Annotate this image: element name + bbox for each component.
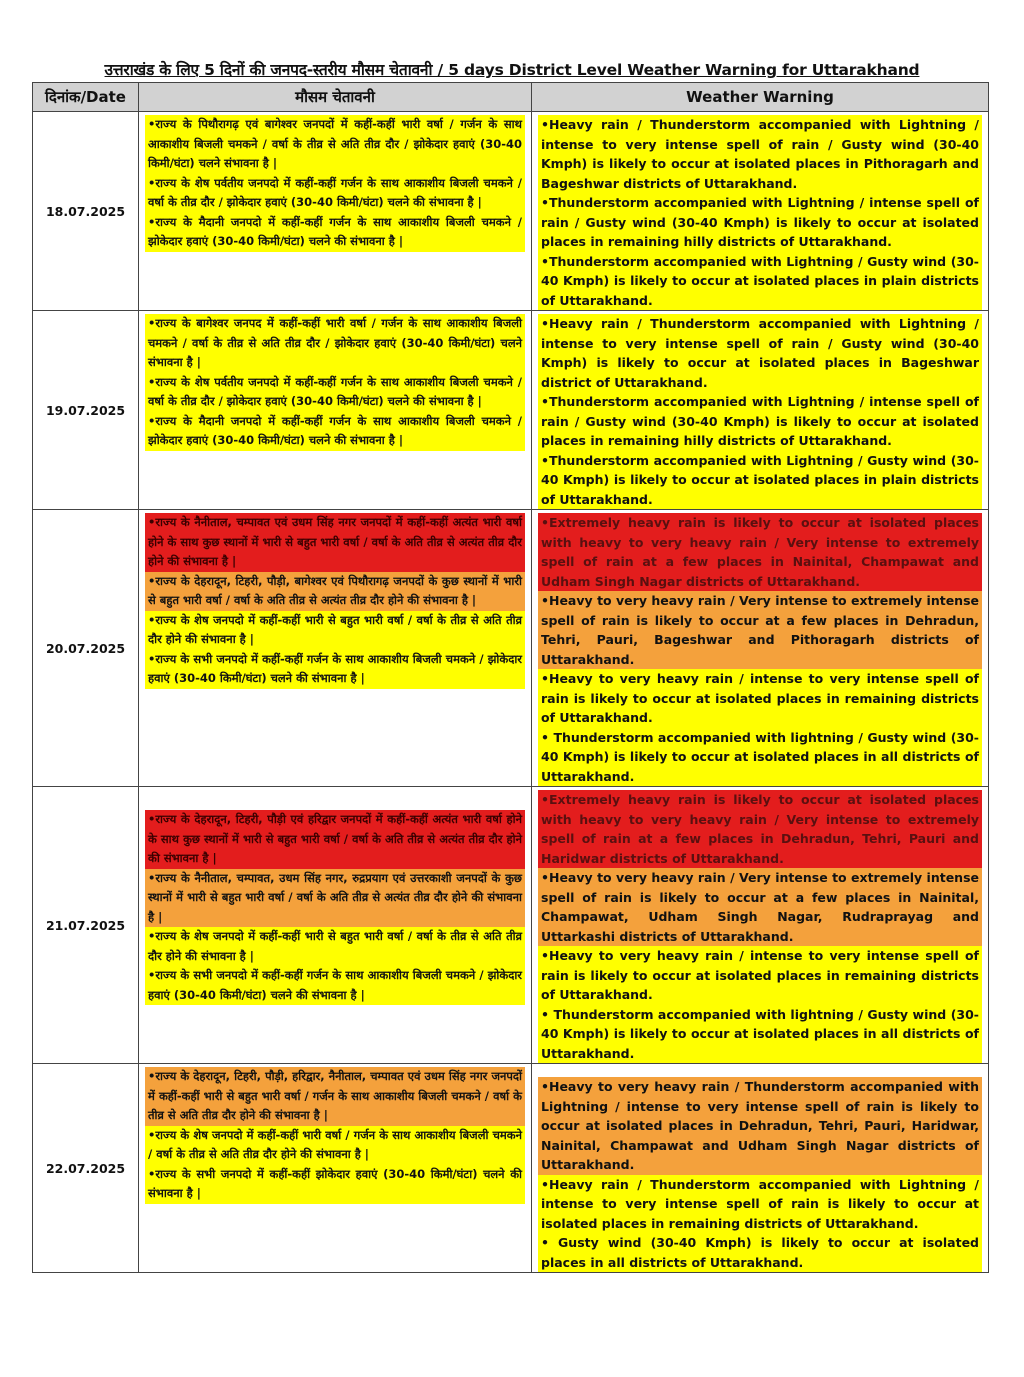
orange-alert-item: •Heavy to very heavy rain / Thunderstorm accompanied with Lightning / intense to very intense spell of rain is likely to occur at isolated places in Dehradun, Tehri, Pauri, Haridwar, Nainital, Champawat and Udham Singh Nagar districts of Uttarakhand. bbox=[538, 1077, 982, 1175]
table-header-row bbox=[33, 83, 989, 112]
warning-item: •राज्य के शेष जनपदो में कहीं-कहीं भारी से बहुत भारी वर्षा / वर्षा के तीव्र से अति तीव्र दौर होने की संभावना है | bbox=[145, 927, 525, 966]
header-hindi-warning: मौसम चेतावनी bbox=[139, 83, 532, 112]
warning-item: •Heavy rain / Thunderstorm accompanied with Lightning / intense to very intense spell of rain / Gusty wind (30-40 Kmph) is likely to occur at isolated places in Pithoragarh and Bageshwar districts of Uttarakhand. bbox=[538, 115, 982, 193]
orange-alert-item: •Heavy to very heavy rain / Very intense to extremely intense spell of rain is likely to occur at a few places in Dehradun, Tehri, Pauri, Bageshwar and Pithoragarh districts of Uttarakhand. bbox=[538, 591, 982, 669]
table-row bbox=[33, 311, 989, 510]
warning-item: • Thunderstorm accompanied with lightning / Gusty wind (30-40 Kmph) is likely to occur at isolated places in all districts of Uttarakhand. bbox=[538, 1005, 982, 1064]
red-alert-item: •राज्य के देहरादून, टिहरी, पौड़ी एवं हरिद्वार जनपदों में कहीं-कहीं अत्यंत भारी वर्षा होने के साथ कुछ स्थानों में भारी से बहुत भारी वर्षा / वर्षा के अति तीव्र से अत्यंत तीव्र दौर होने की संभावना है | bbox=[145, 810, 525, 869]
warning-item: •राज्य के सभी जनपदो में कहीं-कहीं झोकेदार हवाएं (30-40 किमी/घंटा) चलने की संभावना है | bbox=[145, 1165, 525, 1204]
orange-alert-item: •राज्य के नैनीताल, चम्पावत, उधम सिंह नगर, रुद्रप्रयाग एवं उत्तरकाशी जनपदों के कुछ स्थानों में भारी से बहुत भारी वर्षा / वर्षा के अति तीव्र से अत्यंत तीव्र दौर होने की संभावना है | bbox=[145, 869, 525, 928]
warning-item: •Heavy rain / Thunderstorm accompanied with Lightning / intense to very intense spell of rain / Gusty wind (30-40 Kmph) is likely to occur at isolated places in Bageshwar district of Uttarakhand. bbox=[538, 314, 982, 392]
date-cell: 18.07.2025 bbox=[33, 112, 139, 311]
red-alert-item: •Extremely heavy rain is likely to occur at isolated places with heavy to very heavy rain / Very intense to extremely spell of rain at a few places in Dehradun, Tehri, Pauri and Haridwar districts of Uttarakhand. bbox=[538, 790, 982, 868]
english-warning-cell bbox=[532, 510, 989, 787]
warning-item: •Heavy rain / Thunderstorm accompanied with Lightning / intense to very intense spell of rain is likely to occur at isolated places in remaining districts of Uttarakhand. bbox=[538, 1175, 982, 1234]
hindi-warning-cell bbox=[139, 112, 532, 311]
warning-item: •Heavy to very heavy rain / intense to very intense spell of rain is likely to occur at isolated places in remaining districts of Uttarakhand. bbox=[538, 946, 982, 1005]
warning-item: •राज्य के मैदानी जनपदो में कहीं-कहीं गर्जन के साथ आकाशीय बिजली चमकने / झोकेदार हवाएं (30-40 किमी/घंटा) चलने की संभावना है | bbox=[145, 213, 525, 252]
warning-item: • Gusty wind (30-40 Kmph) is likely to occur at isolated places in all districts of Uttarakhand. bbox=[538, 1233, 982, 1272]
warning-item: •Thunderstorm accompanied with Lightning / Gusty wind (30-40 Kmph) is likely to occur at isolated places in plain districts of Uttarakhand. bbox=[538, 252, 982, 311]
warning-item: •राज्य के सभी जनपदो में कहीं-कहीं गर्जन के साथ आकाशीय बिजली चमकने / झोकेदार हवाएं (30-40 किमी/घंटा) चलने की संभावना है | bbox=[145, 966, 525, 1005]
hindi-warning-cell bbox=[139, 1064, 532, 1273]
hindi-warning-cell bbox=[139, 311, 532, 510]
english-warning-cell bbox=[532, 112, 989, 311]
table-row bbox=[33, 510, 989, 787]
warning-item: •Thunderstorm accompanied with Lightning / Gusty wind (30-40 Kmph) is likely to occur at isolated places in plain districts of Uttarakhand. bbox=[538, 451, 982, 510]
orange-alert-item: •राज्य के देहरादून, टिहरी, पौड़ी, बागेश्वर एवं पिथौरागढ़ जनपदों के कुछ स्थानों में भारी से बहुत भारी वर्षा / वर्षा के अति तीव्र से अत्यंत तीव्र दौर होने की संभावना है | bbox=[145, 572, 525, 611]
warning-item: • Thunderstorm accompanied with lightning / Gusty wind (30-40 Kmph) is likely to occur at isolated places in all districts of Uttarakhand. bbox=[538, 728, 982, 787]
warning-item: •Heavy to very heavy rain / intense to very intense spell of rain is likely to occur at isolated places in remaining districts of Uttarakhand. bbox=[538, 669, 982, 728]
orange-alert-item: •Heavy to very heavy rain / Very intense to extremely intense spell of rain is likely to occur at a few places in Nainital, Champawat, Udham Singh Nagar, Rudraprayag and Uttarkashi districts of Uttarakhand. bbox=[538, 868, 982, 946]
warning-item: •राज्य के शेष पर्वतीय जनपदो में कहीं-कहीं गर्जन के साथ आकाशीय बिजली चमकने / वर्षा के तीव्र दौर / झोकेदार हवाएं (30-40 किमी/घंटा) चलने की संभावना है | bbox=[145, 174, 525, 213]
date-cell: 19.07.2025 bbox=[33, 311, 139, 510]
table-row bbox=[33, 787, 989, 1064]
english-warning-cell bbox=[532, 1064, 989, 1273]
header-date: दिनांक/Date bbox=[33, 83, 139, 112]
english-warning-cell bbox=[532, 311, 989, 510]
spacer bbox=[538, 1067, 982, 1077]
warning-item: •राज्य के शेष पर्वतीय जनपदो में कहीं-कहीं गर्जन के साथ आकाशीय बिजली चमकने / वर्षा के तीव्र दौर / झोकेदार हवाएं (30-40 किमी/घंटा) चलने की संभावना है | bbox=[145, 373, 525, 412]
orange-alert-item: •राज्य के देहरादून, टिहरी, पौड़ी, हरिद्वार, नैनीताल, चम्पावत एवं उधम सिंह नगर जनपदों में कहीं-कहीं भारी से बहुत भारी वर्षा / गर्जन के साथ आकाशीय बिजली चमकने / वर्षा के तीव्र से अति तीव्र दौर होने की संभावना है | bbox=[145, 1067, 525, 1126]
warning-item: •राज्य के शेष जनपदो में कहीं-कहीं भारी से बहुत भारी वर्षा / वर्षा के तीव्र से अति तीव्र दौर होने की संभावना है | bbox=[145, 611, 525, 650]
table-row bbox=[33, 1064, 989, 1273]
header-english-warning: Weather Warning bbox=[532, 83, 989, 112]
warning-item: •Thunderstorm accompanied with Lightning / intense spell of rain / Gusty wind (30-40 Kmph) is likely to occur at isolated places in remaining hilly districts of Uttarakhand. bbox=[538, 392, 982, 451]
warning-item: •राज्य के पिथौरागढ़ एवं बागेश्वर जनपदों में कहीं-कहीं भारी वर्षा / गर्जन के साथ आकाशीय बिजली चमकने / वर्षा के तीव्र से अति तीव्र दौर / झोकेदार हवाएं (30-40 किमी/घंटा) चलने संभावना है | bbox=[145, 115, 525, 174]
english-warning-cell bbox=[532, 787, 989, 1064]
hindi-warning-cell bbox=[139, 510, 532, 787]
date-cell: 22.07.2025 bbox=[33, 1064, 139, 1273]
warning-item: •राज्य के शेष जनपदो में कहीं-कहीं भारी वर्षा / गर्जन के साथ आकाशीय बिजली चमकने / वर्षा के तीव्र से अति तीव्र दौर होने की संभावना है | bbox=[145, 1126, 525, 1165]
red-alert-item: •Extremely heavy rain is likely to occur at isolated places with heavy to very heavy rain / Very intense to extremely spell of rain at a few places in Nainital, Champawat and Udham Singh Nagar districts of Uttarakhand. bbox=[538, 513, 982, 591]
page-title: उत्तराखंड के लिए 5 दिनों की जनपद-स्तरीय मौसम चेतावनी / 5 days District Level Weather Warning for Uttarakhand bbox=[104, 61, 920, 79]
warning-item: •राज्य के बागेश्वर जनपद में कहीं-कहीं भारी वर्षा / गर्जन के साथ आकाशीय बिजली चमकने / वर्षा के तीव्र से अति तीव्र दौर / झोकेदार हवाएं (30-40 किमी/घंटा) चलने संभावना है | bbox=[145, 314, 525, 373]
warning-item: •राज्य के सभी जनपदो में कहीं-कहीं गर्जन के साथ आकाशीय बिजली चमकने / झोकेदार हवाएं (30-40 किमी/घंटा) चलने की संभावना है | bbox=[145, 650, 525, 689]
red-alert-item: •राज्य के नैनीताल, चम्पावत एवं उधम सिंह नगर जनपदों में कहीं-कहीं अत्यंत भारी वर्षा होने के साथ कुछ स्थानों में भारी से बहुत भारी वर्षा / वर्षा के अति तीव्र से अत्यंत तीव्र दौर होने की संभावना है | bbox=[145, 513, 525, 572]
hindi-warning-cell bbox=[139, 787, 532, 1064]
date-cell: 20.07.2025 bbox=[33, 510, 139, 787]
spacer bbox=[145, 790, 525, 810]
date-cell: 21.07.2025 bbox=[33, 787, 139, 1064]
warning-item: •राज्य के मैदानी जनपदो में कहीं-कहीं गर्जन के साथ आकाशीय बिजली चमकने / झोकेदार हवाएं (30-40 किमी/घंटा) चलने की संभावना है | bbox=[145, 412, 525, 451]
warning-table bbox=[32, 82, 989, 1273]
warning-item: •Thunderstorm accompanied with Lightning / intense spell of rain / Gusty wind (30-40 Kmph) is likely to occur at isolated places in remaining hilly districts of Uttarakhand. bbox=[538, 193, 982, 252]
table-row bbox=[33, 112, 989, 311]
